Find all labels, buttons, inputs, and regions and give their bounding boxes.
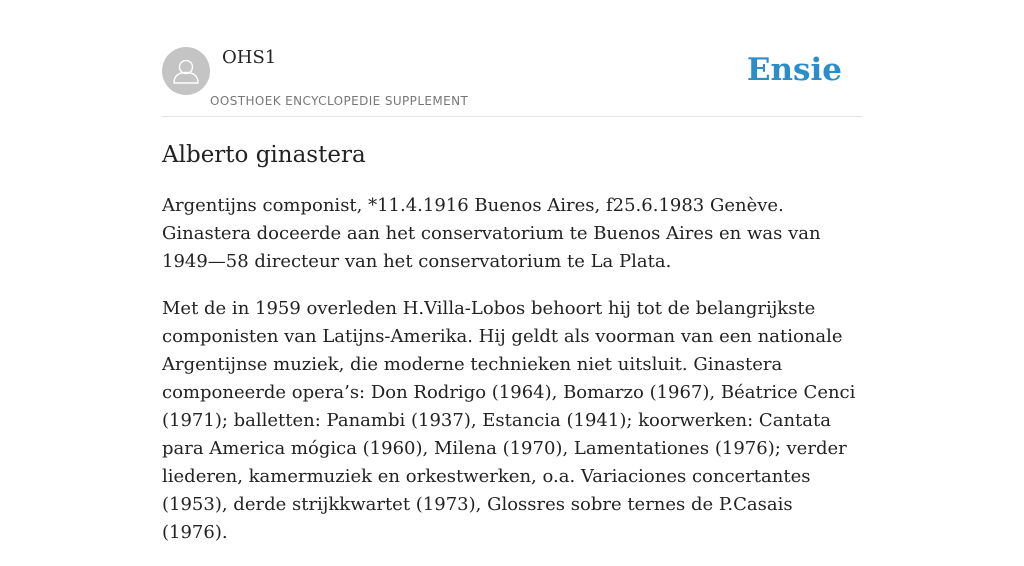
article-header (162, 46, 862, 117)
author-name[interactable]: OHS1 (222, 47, 277, 68)
article-body (162, 192, 862, 566)
article-title: Alberto ginastera (162, 142, 366, 168)
source-label[interactable]: OOSTHOEK ENCYCLOPEDIE SUPPLEMENT (210, 94, 469, 108)
person-outline-icon (162, 47, 210, 95)
ensie-logo[interactable]: Ensie (746, 52, 842, 88)
article-paragraph-1: Argentijns componist, *11.4.1916 Buenos Aires, f25.6.1983 Genève. Ginastera doceerde aan het conservatorium te Buenos Aires en was van 1949—58 directeur van het conservatorium te La Plata. (162, 195, 821, 272)
user-avatar-icon[interactable] (162, 47, 210, 95)
article-paragraph-2: Met de in 1959 overleden H.Villa-Lobos behoort hij tot de belangrijkste componisten van Latijns-Amerika. Hij geldt als voorman van een nationale Argentijnse muziek, die moderne technieken niet uitsluit. Ginastera componeerde opera’s: Don Rodrigo (1964), Bomarzo (1967), Béatrice Cenci (1971); balletten: Panambi (1937), Estancia (1941); koorwerken: Cantata para America mógica (1960), Milena (1970), Lamentationes (1976); verder liederen, kamermuziek en orkestwerken, o.a. Variaciones concertantes (1953), derde strijkkwartet (1973), Glossres sobre ternes de P.Casais (1976). (162, 298, 856, 543)
